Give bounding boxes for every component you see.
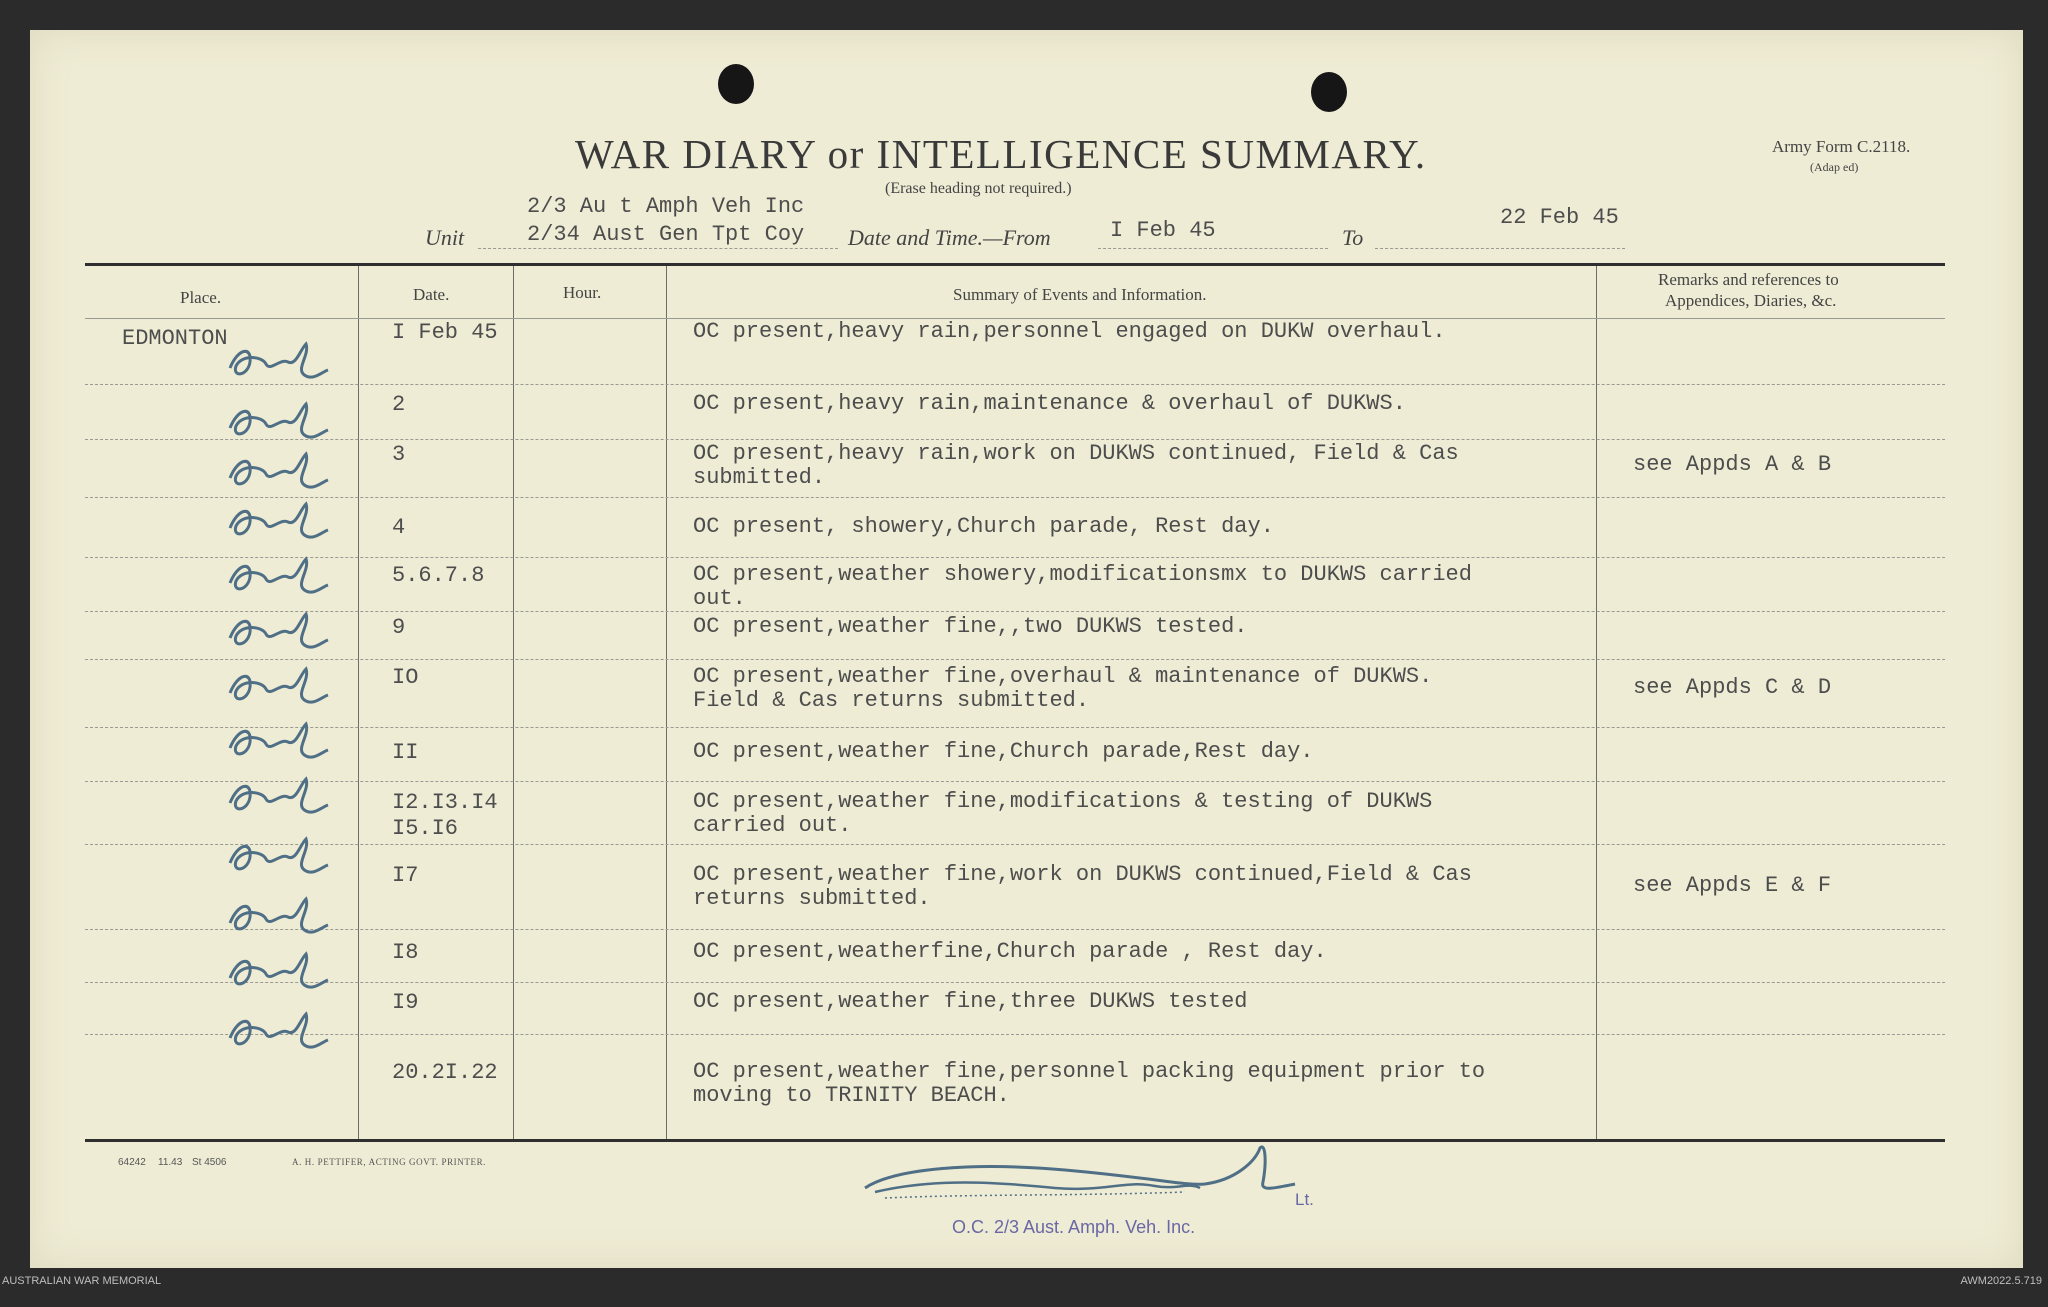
army-form-number: Army Form C.2118. <box>1772 137 1911 156</box>
row-date: I2.I3.I4 I5.I6 <box>392 790 498 841</box>
column-divider <box>1596 266 1597 1139</box>
header-hour: Hour. <box>563 283 602 302</box>
row-date: I8 <box>392 940 419 965</box>
initials-mark <box>230 504 328 537</box>
row-date: 5.6.7.8 <box>392 563 485 588</box>
initials-mark <box>230 559 328 592</box>
initials-mark <box>230 669 328 702</box>
column-divider <box>513 266 514 1139</box>
row-summary: OC present,weather fine,modifications & testing of DUKWS carried out. <box>693 789 1433 838</box>
row-date: 20.2I.22 <box>392 1060 498 1085</box>
row-summary: OC present,weather showery,modificationsmx to DUKWS carried out. <box>693 562 1472 611</box>
row-date: I Feb 45 <box>392 320 498 345</box>
row-date: 9 <box>392 615 406 640</box>
printer-code-3: St 4506 <box>192 1157 227 1168</box>
adapted-note: (Adap ed) <box>1810 160 1859 174</box>
to-date: 22 Feb 45 <box>1500 205 1619 230</box>
row-rule <box>85 1034 1945 1035</box>
initials-mark <box>230 344 328 377</box>
archive-reference: AWM2022.5.719 <box>1960 1275 2042 1287</box>
row-summary: OC present,weather fine,three DUKWS tested <box>693 989 1248 1014</box>
header-place: Place. <box>180 288 222 307</box>
initials-mark <box>230 839 328 872</box>
row-rule <box>85 497 1945 498</box>
initials-mark <box>230 779 328 812</box>
unit-underline <box>478 248 838 249</box>
archive-credit: AUSTRALIAN WAR MEMORIAL <box>2 1275 162 1287</box>
row-summary: OC present,heavy rain,maintenance & overhaul of DUKWS. <box>693 391 1406 416</box>
row-date: II <box>392 740 419 765</box>
initials-mark <box>230 614 328 647</box>
from-date: I Feb 45 <box>1110 218 1216 243</box>
row-remark: see Appds A & B <box>1633 452 1832 477</box>
row-remark: see Appds E & F <box>1633 873 1832 898</box>
initials-mark <box>230 1014 328 1047</box>
to-label: To <box>1342 225 1364 250</box>
row-rule <box>85 929 1945 930</box>
form-title: WAR DIARY or INTELLIGENCE SUMMARY. <box>575 131 1427 177</box>
header-summary: Summary of Events and Information. <box>953 285 1207 304</box>
officer-signature <box>855 1140 1325 1220</box>
row-rule <box>85 659 1945 660</box>
column-divider <box>666 266 667 1139</box>
printer-code-1: 64242 <box>118 1157 146 1168</box>
row-summary: OC present,heavy rain,work on DUKWS continued, Field & Cas submitted. <box>693 441 1459 490</box>
to-underline <box>1375 248 1625 249</box>
row-summary: OC present, showery,Church parade, Rest day. <box>693 514 1274 539</box>
row-rule <box>85 781 1945 782</box>
row-rule <box>85 557 1945 558</box>
row-rule <box>85 727 1945 728</box>
row-summary: OC present,weather fine,overhaul & maintenance of DUKWS. Field & Cas returns submitted. <box>693 664 1433 713</box>
row-rule <box>85 982 1945 983</box>
unit-line-2: 2/34 Aust Gen Tpt Coy <box>527 222 805 247</box>
row-summary: OC present,weatherfine,Church parade , Rest day. <box>693 939 1327 964</box>
header-remarks-2: Appendices, Diaries, &c. <box>1665 291 1837 310</box>
row-date: 3 <box>392 442 406 467</box>
row-summary: OC present,heavy rain,personnel engaged on DUKW overhaul. <box>693 319 1446 344</box>
row-rule <box>85 844 1945 845</box>
row-date: I7 <box>392 863 419 888</box>
initials-mark <box>230 724 328 757</box>
header-date: Date. <box>413 285 450 304</box>
row-summary: OC present,weather fine,personnel packing equipment prior to moving to TRINITY BEACH. <box>693 1059 1486 1108</box>
date-time-label: Date and Time.—From <box>848 225 1051 250</box>
handwritten-initials <box>210 318 350 1098</box>
row-summary: OC present,weather fine,work on DUKWS continued,Field & Cas returns submitted. <box>693 862 1472 911</box>
table-top-rule <box>85 263 1945 266</box>
punch-hole <box>718 64 754 104</box>
erase-note: (Erase heading not required.) <box>885 180 1072 197</box>
initials-mark <box>230 899 328 932</box>
initials-mark <box>230 454 328 487</box>
row-date: IO <box>392 665 419 690</box>
unit-label: Unit <box>425 225 465 250</box>
row-date: I9 <box>392 990 419 1015</box>
row-remark: see Appds C & D <box>1633 675 1832 700</box>
column-divider <box>358 266 359 1139</box>
row-rule <box>85 384 1945 385</box>
printer-name: A. H. PETTIFER, ACTING GOVT. PRINTER. <box>292 1157 487 1167</box>
row-rule <box>85 439 1945 440</box>
row-date: 2 <box>392 392 406 417</box>
place-edmonton: EDMONTON <box>122 326 228 351</box>
unit-line-1: 2/3 Au t Amph Veh Inc <box>527 194 805 219</box>
rank-stamp: Lt. <box>1295 1190 1314 1209</box>
row-rule <box>85 611 1945 612</box>
initials-mark <box>230 954 328 987</box>
printer-code-2: 11.43 <box>158 1157 183 1168</box>
oc-stamp: O.C. 2/3 Aust. Amph. Veh. Inc. <box>952 1217 1196 1237</box>
row-summary: OC present,weather fine,Church parade,Rest day. <box>693 739 1314 764</box>
header-remarks-1: Remarks and references to <box>1658 270 1839 289</box>
row-summary: OC present,weather fine,,two DUKWS tested. <box>693 614 1248 639</box>
punch-hole <box>1311 72 1347 112</box>
row-date: 4 <box>392 515 406 540</box>
from-underline <box>1098 248 1328 249</box>
initials-mark <box>230 404 328 437</box>
